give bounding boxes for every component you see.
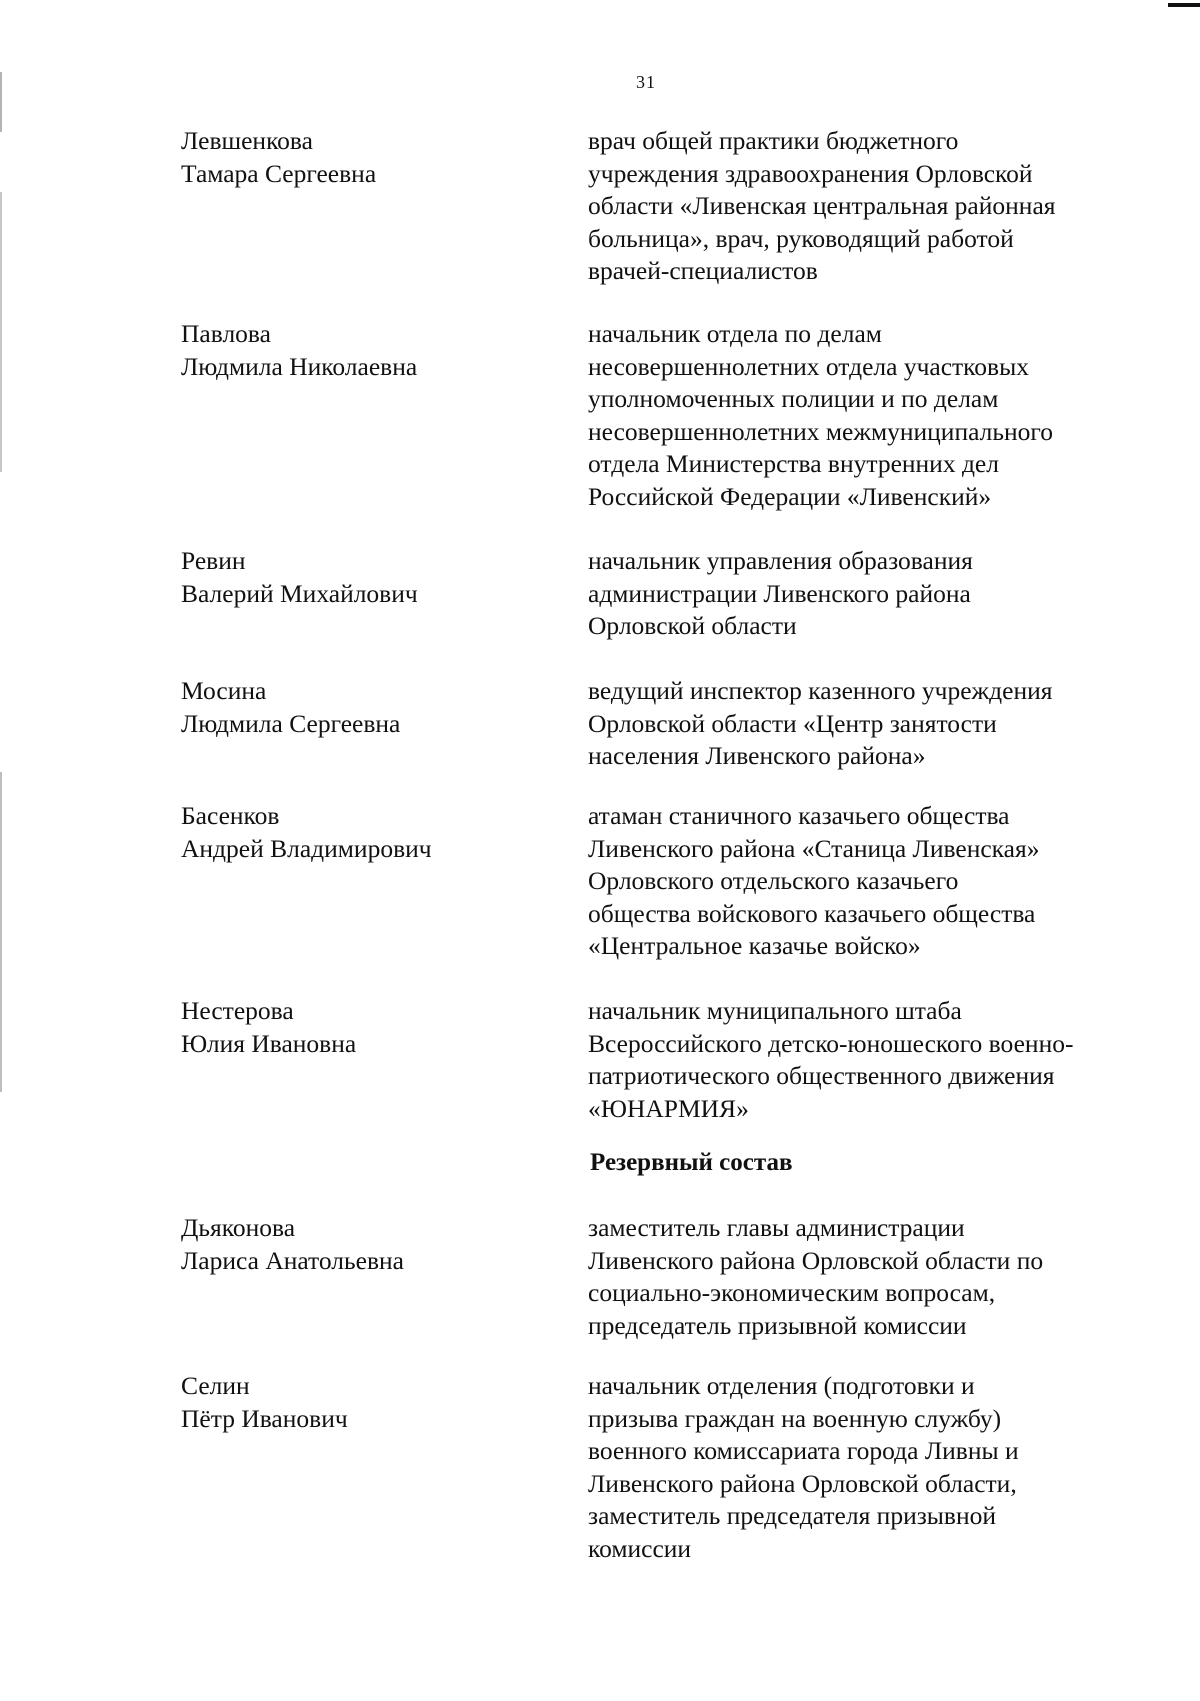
member-surname: Павлова [181,319,271,348]
member-name [181,800,561,865]
member-role [588,318,1148,513]
member-surname: Селин [181,1371,250,1400]
role-line: Всероссийского детско-юношеского военно- [588,1028,1074,1058]
member-surname: Дьяконова [181,1213,296,1242]
role-line: начальник муниципального штаба [588,996,962,1025]
member-given-name: Людмила Сергеевна [181,708,401,738]
scan-corner-mark [1168,3,1200,7]
role-line: патриотического общественного движения [588,1061,1055,1090]
role-line: атаман станичного казачьего общества [588,801,1010,830]
role-line: несовершеннолетних межмуниципального [588,416,1053,446]
member-role [588,545,1148,643]
member-role [588,1212,1148,1342]
role-line: социально-экономическим вопросам, [588,1278,996,1307]
role-line: «Центральное казачье войско» [588,931,921,960]
role-line: «ЮНАРМИЯ» [588,1093,749,1123]
member-surname: Нестерова [181,996,294,1025]
role-line: Орловской области «Центр занятости [588,708,997,738]
role-line: Российской Федерации «Ливенский» [588,481,992,511]
member-name [181,125,561,190]
role-line: Орловской области [588,611,797,640]
role-line: военного комиссариата города Ливны и [588,1436,1019,1465]
member-role [588,1370,1148,1565]
member-role [588,800,1148,963]
role-line: больница», врач, руководящий работой [588,223,1014,253]
role-line: Ливенского района Орловской области по [588,1245,1044,1275]
role-line: общества войскового казачьего общества [588,898,1036,928]
role-line: области «Ливенская центральная районная [588,191,1056,220]
member-role [588,125,1148,288]
member-given-name: Лариса Анатольевна [181,1245,404,1275]
member-name [181,1212,561,1277]
member-given-name: Пётр Иванович [181,1403,348,1433]
member-given-name: Юлия Ивановна [181,1028,357,1058]
page-number: 31 [636,72,656,92]
member-name [181,318,561,383]
member-given-name: Андрей Владимирович [181,833,432,863]
member-surname: Басенков [181,801,280,830]
role-line: начальник управления образования [588,546,973,575]
role-line: врачей-специалистов [588,256,818,285]
role-line: врач общей практики бюджетного [588,126,959,155]
reserve-section-heading: Резервный состав [590,1149,793,1176]
role-line: населения Ливенского района» [588,741,926,770]
role-line: несовершеннолетних отдела участковых [588,351,1029,381]
member-surname: Ревин [181,546,246,575]
scan-margin-line [0,72,2,1092]
member-surname: Левшенкова [181,126,313,155]
member-name [181,1370,561,1435]
role-line: начальник отделения (подготовки и [588,1371,975,1400]
role-line: Ливенского района Орловской области, [588,1468,1017,1498]
member-role [588,995,1148,1125]
member-given-name: Тамара Сергеевна [181,158,377,188]
role-line: Ливенского района «Станица Ливенская» [588,833,1040,863]
role-line: заместитель председателя призывной [588,1501,996,1530]
role-line: начальник отдела по делам [588,319,882,348]
member-name [181,545,561,610]
role-line: отдела Министерства внутренних дел [588,449,999,478]
role-line: учреждения здравоохранения Орловской [588,158,1033,188]
member-role [588,675,1148,773]
member-given-name: Людмила Николаевна [181,351,418,381]
role-line: ведущий инспектор казенного учреждения [588,676,1053,705]
member-surname: Мосина [181,676,267,705]
member-name [181,675,561,740]
role-line: председатель призывной комиссии [588,1310,967,1340]
role-line: заместитель главы администрации [588,1213,965,1242]
member-name [181,995,561,1060]
role-line: призыва граждан на военную службу) [588,1403,1002,1433]
role-line: Орловского отдельского казачьего [588,866,959,895]
role-line: уполномоченных полиции и по делам [588,384,999,413]
role-line: комиссии [588,1533,692,1563]
member-given-name: Валерий Михайлович [181,578,418,608]
role-line: администрации Ливенского района [588,578,971,608]
